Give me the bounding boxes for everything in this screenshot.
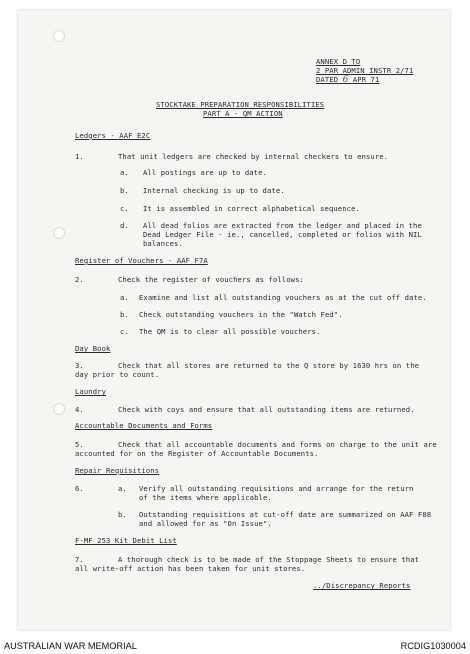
vouchers-intro: Check the register of vouchers as follows: [118,275,304,284]
repair-item-b-letter: b. [118,510,127,519]
vouchers-heading: Register of Vouchers - AAF F7A [75,256,208,265]
laundry-number: 4. [75,405,84,414]
repair-item-a-line-2: of the items where applicable. [139,493,272,502]
repair-item-b-line-2: and allowed for as "On Issue". [139,519,272,528]
footer-record-id: RCDIG1030004 [400,641,466,651]
ledgers-item-c-text: It is assembled in correct alphabetical sequence. [143,204,360,213]
kit-line-1: A thorough check is to be made of the Stoppage Sheets to ensure that [118,555,420,564]
annex-date-line [316,75,379,85]
continuation-note: ../Discrepancy Reports [313,581,411,590]
vouchers-item-a-text: Examine and list all outstanding vouchers as at the cut off date. [139,293,427,302]
kit-line-2: all write-off action has been taken for unit stores. [75,564,306,573]
repair-heading: Repair Requisitions [75,466,160,475]
punch-hole [53,403,65,415]
repair-item-b-line-1: Outstanding requisitions at cut-off date are summarized on AAF F88 [139,510,432,519]
accountable-line-1: Check that all accountable documents and forms on charge to the unit are [118,440,437,449]
ledgers-item-b-letter: b. [120,186,129,195]
annex-date-handwritten-day: 6 [342,75,349,85]
ledgers-item-d-letter: d. [120,221,129,230]
laundry-heading: Laundry [75,387,106,396]
accountable-heading: Accountable Documents and Forms [75,421,213,430]
punch-hole [53,30,65,42]
annex-line-1: ANNEX D TO [316,57,361,66]
ledgers-item-b-text: Internal checking is up to date. [143,186,285,195]
annex-date-suffix: APR 71 [352,75,380,84]
page-title: STOCKTAKE PREPARATION RESPONSIBILITIES [156,100,325,109]
ledgers-item-a-letter: a. [120,168,129,177]
vouchers-number: 2. [75,275,84,284]
accountable-number: 5. [75,440,84,449]
ledgers-heading: Ledgers - AAF E2C [75,131,151,140]
annex-line-2: 2 PAR ADMIN INSTR 2/71 [316,66,414,75]
ledgers-number: 1. [75,152,84,161]
repair-item-a-letter: a. [118,484,127,493]
footer-institution: AUSTRALIAN WAR MEMORIAL [4,641,137,651]
vouchers-item-a-letter: a. [120,293,129,302]
kit-number: 7. [75,555,84,564]
ledgers-item-d-line-2: Dead Ledger File - ie., cancelled, completed or folios with NIL [143,230,422,239]
archive-footer [0,636,470,654]
page-subtitle: PART A - QM ACTION [203,109,283,118]
ledgers-item-a-text: All postings are up to date. [143,168,267,177]
daybook-line-1: Check that all stores are returned to the Q store by 1630 hrs on the [118,361,420,370]
accountable-line-2: accounted for on the Register of Accountable Documents. [75,449,319,458]
kit-heading: F-MF 253 Kit Debit List [75,536,177,545]
vouchers-item-b-text: Check outstanding vouchers in the "Watch Fed". [139,310,343,319]
ledgers-item-d-line-1: All dead folios are extracted from the ledger and placed in the [143,221,422,230]
ledgers-intro: That unit ledgers are checked by internal checkers to ensure. [118,152,389,161]
vouchers-item-c-text: The QM is to clear all possible vouchers. [139,327,321,336]
repair-item-a-line-1: Verify all outstanding requisitions and arrange for the return [139,484,414,493]
ledgers-item-d-line-3: balances. [143,239,183,248]
punch-hole [53,227,65,239]
repair-number: 6. [75,484,84,493]
vouchers-item-b-letter: b. [120,310,129,319]
daybook-heading: Day Book [75,344,111,353]
daybook-number: 3. [75,361,84,370]
annex-date-prefix: DATED [316,75,339,84]
daybook-line-2: day prior to count. [75,370,160,379]
laundry-text: Check with coys and ensure that all outstanding items are returned. [118,405,415,414]
ledgers-item-c-letter: c. [120,204,129,213]
vouchers-item-c-letter: c. [120,327,129,336]
